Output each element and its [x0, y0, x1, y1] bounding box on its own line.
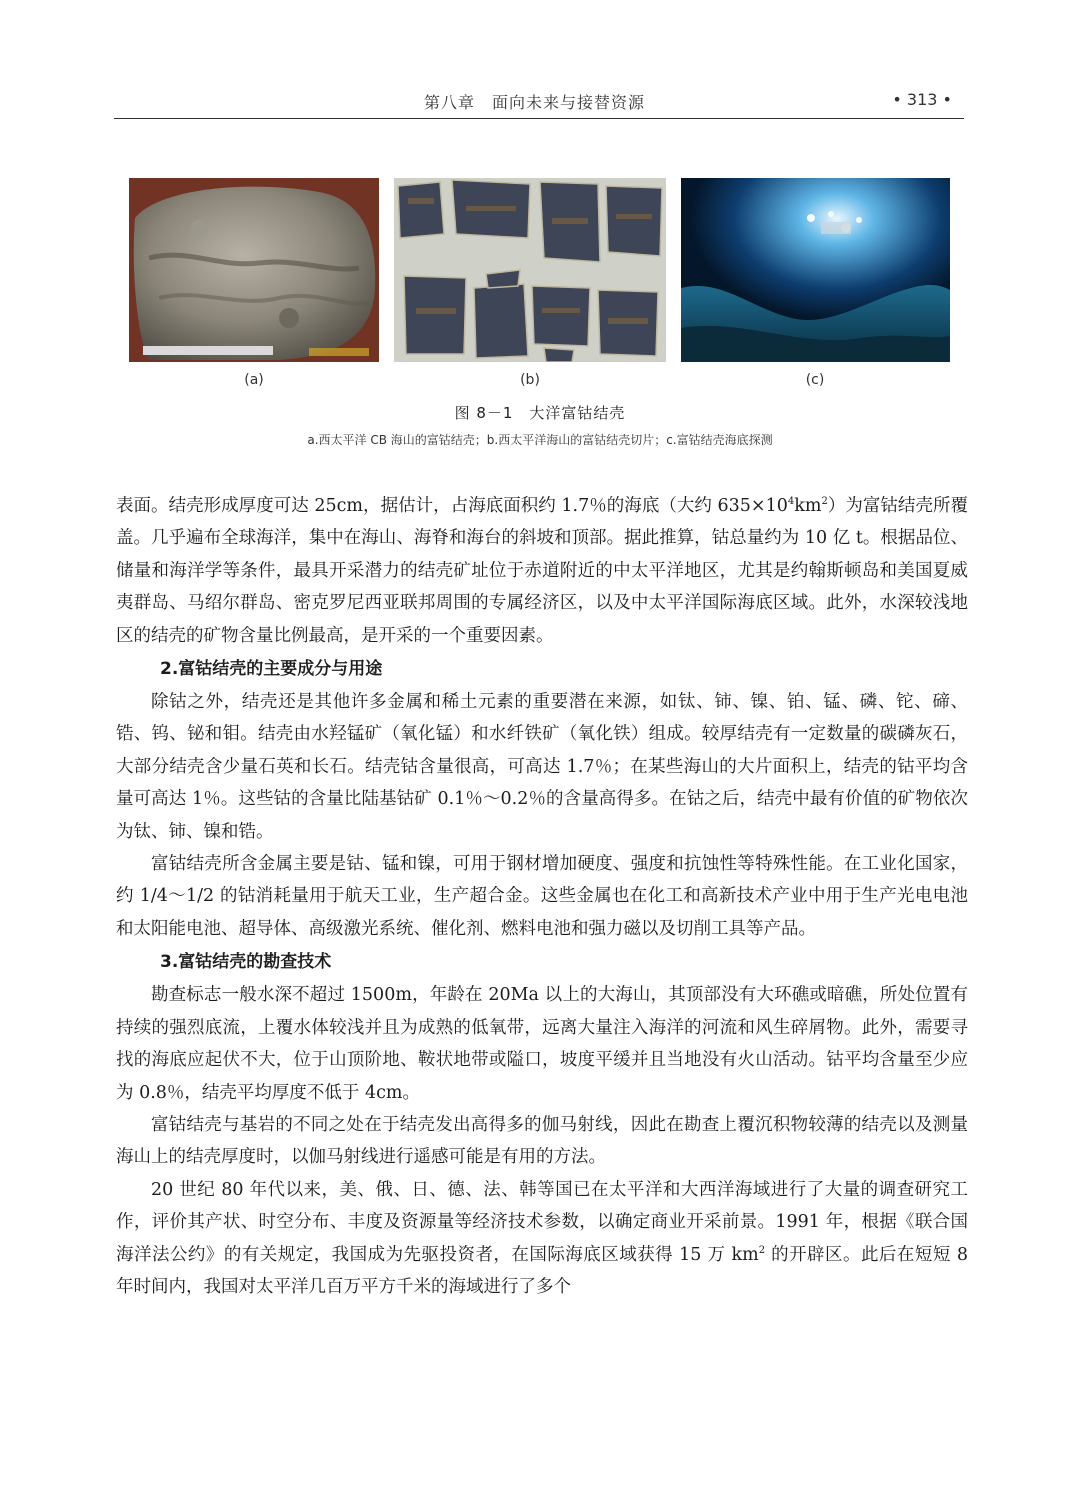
- section-heading-2: 2.富钴结壳的主要成分与用途: [160, 659, 383, 680]
- page-number: • 313 •: [892, 90, 952, 109]
- figure-sublabel-a: (a): [244, 372, 264, 388]
- paragraph-2: 除钴之外，结壳还是其他许多金属和稀土元素的重要潜在来源，如钛、铈、镍、铂、锰、磷、铊、碲、锆、钨、铋和钼。结壳由水羟锰矿（氧化锰）和水纤铁矿（氧化铁）组成。较厚结壳有一定数量的碳磷灰石，大部分结壳含少量石英和长石。结壳钴含量很高，可高达 1.7％；在某些海山的大片面积上，结壳的钴平均含量可高达 1％。这些钴的含量比陆基钴矿 0.1％～0.2％的含量高得多。在钴之后，结壳中最有价值的矿物依次为钛、铈、镍和锆。: [116, 692, 968, 842]
- paragraph-3: 富钴结壳所含金属主要是钴、锰和镍，可用于钢材增加硬度、强度和抗蚀性等特殊性能。在工业化国家，约 1/4～1/2 的钴消耗量用于航天工业，生产超合金。这些金属也在化工和高新技术产业中用于生产光电电池和太阳能电池、超导体、高级激光系统、催化剂、燃料电池和强力磁以及切削工具等产品。: [116, 854, 968, 939]
- superscript-exponent: 2: [821, 496, 828, 508]
- paragraph-1-text: 表面。结壳形成厚度可达 25cm，据估计，占海底面积约 1.7％的海底（大约 635×10: [116, 496, 788, 516]
- paragraph-4: 勘查标志一般水深不超过 1500m，年龄在 20Ma 以上的大海山，其顶部没有大环礁或暗礁，所处位置有持续的强烈底流，上覆水体较浅并且为成熟的低氧带，远离大量注入海洋的河流和风生碎屑物。此外，需要寻找的海底应起伏不大，位于山顶阶地、鞍状地带或隘口，坡度平缓并且当地没有火山活动。钴平均含量至少应为 0.8％，结壳平均厚度不低于 4cm。: [116, 985, 968, 1103]
- unit-text: km: [794, 496, 822, 516]
- figure-sublabel-b: (b): [520, 372, 540, 388]
- figure-sublabel-c: (c): [805, 372, 825, 388]
- paragraph-5: 富钴结壳与基岩的不同之处在于结壳发出高得多的伽马射线，因此在勘查上覆沉积物较薄的结壳以及测量海山上的结壳厚度时，以伽马射线进行遥感可能是有用的方法。: [116, 1114, 968, 1168]
- paragraph-6-text: 20 世纪 80 年代以来，美、俄、日、德、法、韩等国已在太平洋和大西洋海域进行了大量的调查研究工作，评价其产状、时空分布、丰度及资源量等经济技术参数，以确定商业开采前景。1991 年，根据《联合国海洋法公约》的有关规定，我国成为先驱投资者，在国际海底区域获得 15 万 km: [116, 1179, 968, 1265]
- paragraph-6-rest: 的开辟区。此后在短短 8 年时间内，我国对太平洋几百万平方千米的海域进行了多个: [116, 1244, 968, 1297]
- chapter-title: 第八章 面向未来与接替资源: [424, 93, 646, 112]
- figure-image-c-seafloor-exploration: [681, 178, 950, 362]
- paragraph-6: [116, 1174, 968, 1304]
- superscript-exponent: 4: [787, 496, 795, 508]
- figure-caption-note: a.西太平洋 CB 海山的富钴结壳；b.西太平洋海山的富钴结壳切片；c.富钴结壳海底探测: [307, 433, 773, 447]
- section-heading-3: 3.富钴结壳的勘查技术: [160, 952, 332, 973]
- running-header: [114, 84, 964, 119]
- figure-caption-title: 图 8－1 大洋富钴结壳: [454, 404, 626, 422]
- body-text: [116, 490, 968, 1303]
- figure-image-a-crust-sample: [129, 178, 379, 362]
- paragraph-1: [116, 490, 968, 652]
- figure-image-b-crust-slices: [394, 178, 666, 362]
- paragraph-1-rest: ）为富钴结壳所覆盖。几乎遍布全球海洋，集中在海山、海脊和海台的斜坡和顶部。据此推算，钴总量约为 10 亿 t。根据品位、储量和海洋学等条件，最具开采潜力的结壳矿址位于赤道附近的中太平洋地区，尤其是约翰斯顿岛和美国夏威夷群岛、马绍尔群岛、密克罗尼西亚联邦周围的专属经济区，以及中太平洋国际海底区域。此外，水深较浅地区的结壳的矿物含量比例最高，是开采的一个重要因素。: [116, 496, 969, 646]
- superscript-exponent: 2: [758, 1244, 766, 1256]
